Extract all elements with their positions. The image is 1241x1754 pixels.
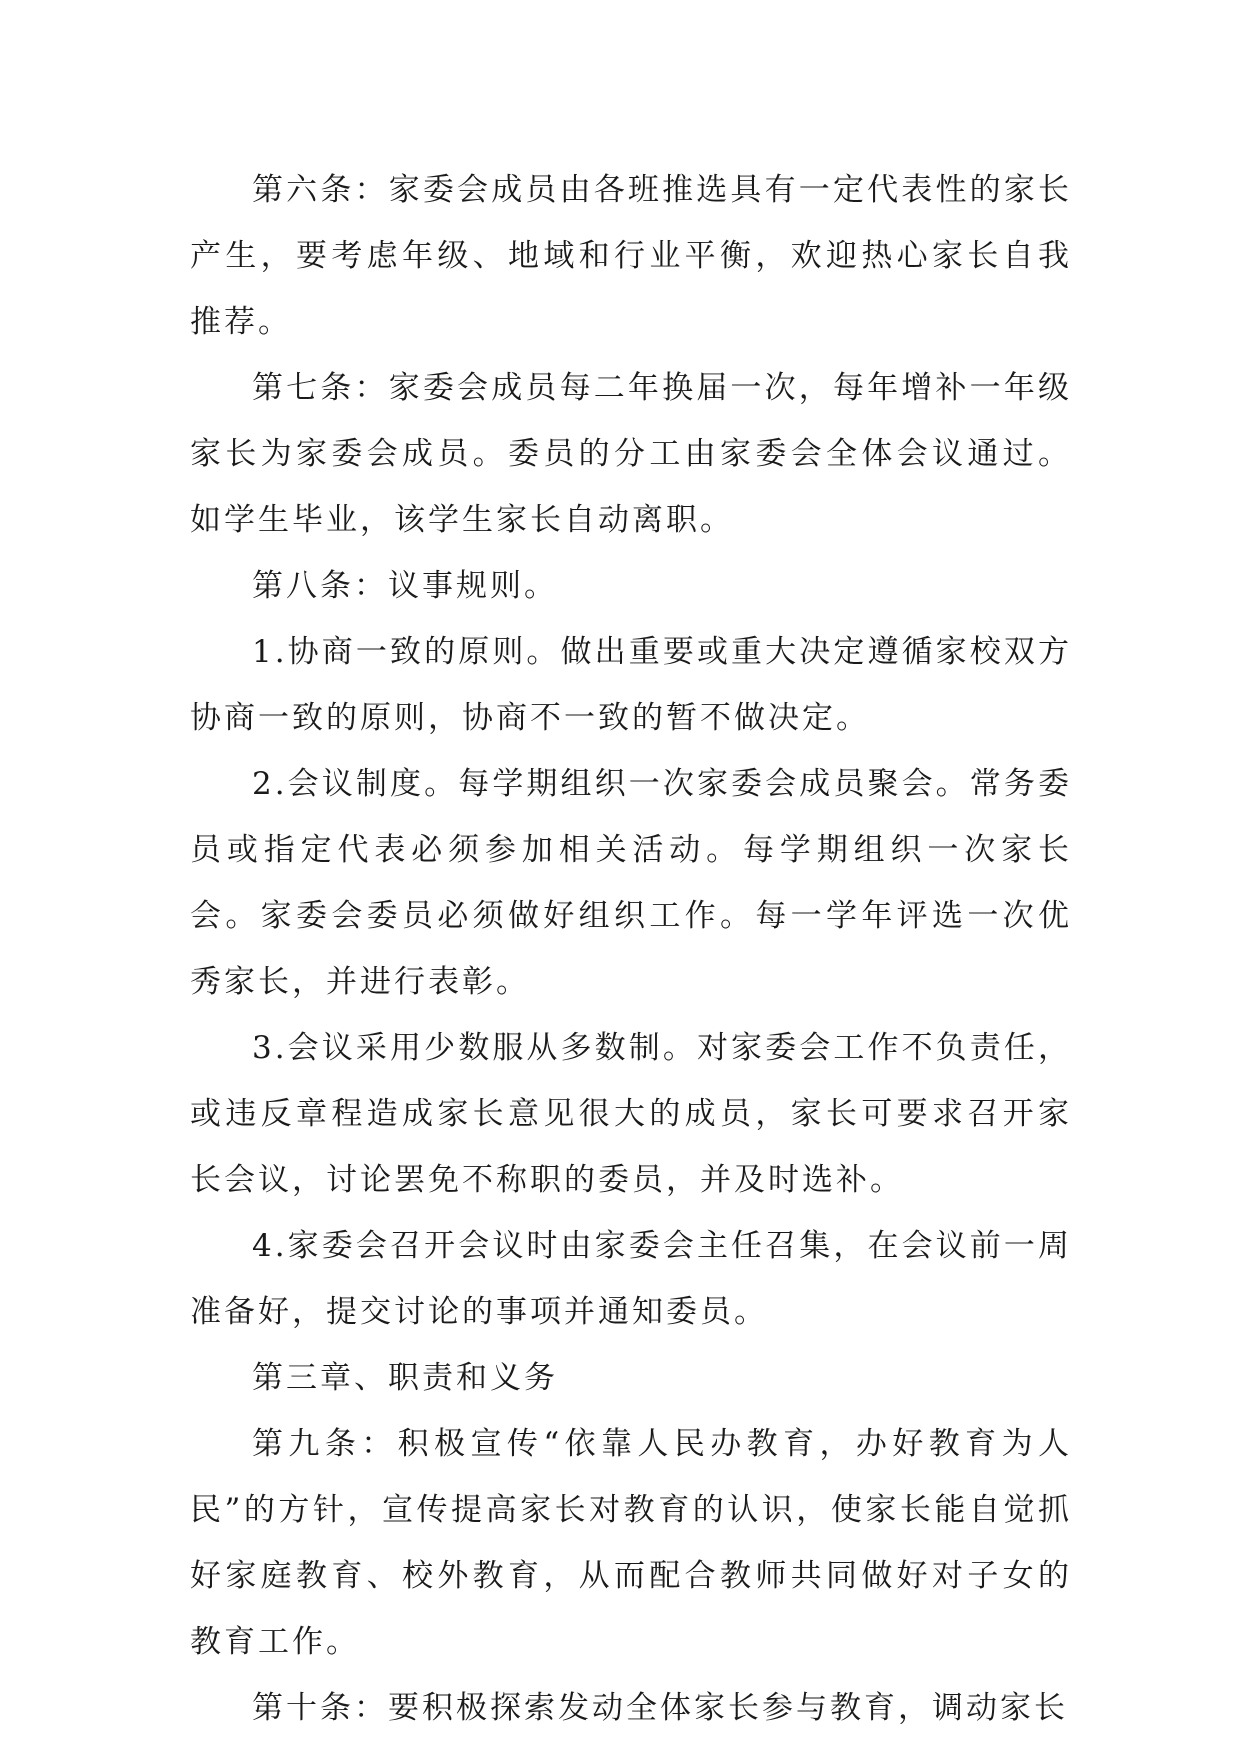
chapter-3-heading: 第三章、职责和义务 <box>252 1360 558 1396</box>
article-9-paragraph: 第九条：积极宣传“依靠人民办教育，办好教育为人民”的方针，宣传提高家长对教育的认识，使家长能自觉抓好家庭教育、校外教育，从而配合教师共同做好对子女的教育工作。 <box>190 1426 1072 1660</box>
article-6-paragraph: 第六条：家委会成员由各班推选具有一定代表性的家长产生，要考虑年级、地域和行业平衡，欢迎热心家长自我推荐。 <box>190 172 1072 340</box>
article-8-heading: 第八条：议事规则。 <box>252 568 558 604</box>
article-10-paragraph: 第十条：要积极探索发动全体家长参与教育，调动家长 <box>252 1690 1068 1726</box>
rule-4-paragraph: 4.家委会召开会议时由家委会主任召集，在会议前一周准备好，提交讨论的事项并通知委员。 <box>190 1228 1072 1330</box>
rule-1-paragraph: 1.协商一致的原则。做出重要或重大决定遵循家校双方协商一致的原则，协商不一致的暂不做决定。 <box>190 634 1072 736</box>
rule-3-paragraph: 3.会议采用少数服从多数制。对家委会工作不负责任，或违反章程造成家长意见很大的成员，家长可要求召开家长会议，讨论罢免不称职的委员，并及时选补。 <box>190 1030 1072 1198</box>
rule-2-paragraph: 2.会议制度。每学期组织一次家委会成员聚会。常务委员或指定代表必须参加相关活动。每学期组织一次家长会。家委会委员必须做好组织工作。每一学年评选一次优秀家长，并进行表彰。 <box>190 766 1072 1000</box>
document-page <box>190 157 1072 1741</box>
article-7-paragraph: 第七条：家委会成员每二年换届一次，每年增补一年级家长为家委会成员。委员的分工由家委会全体会议通过。如学生毕业，该学生家长自动离职。 <box>190 370 1072 538</box>
